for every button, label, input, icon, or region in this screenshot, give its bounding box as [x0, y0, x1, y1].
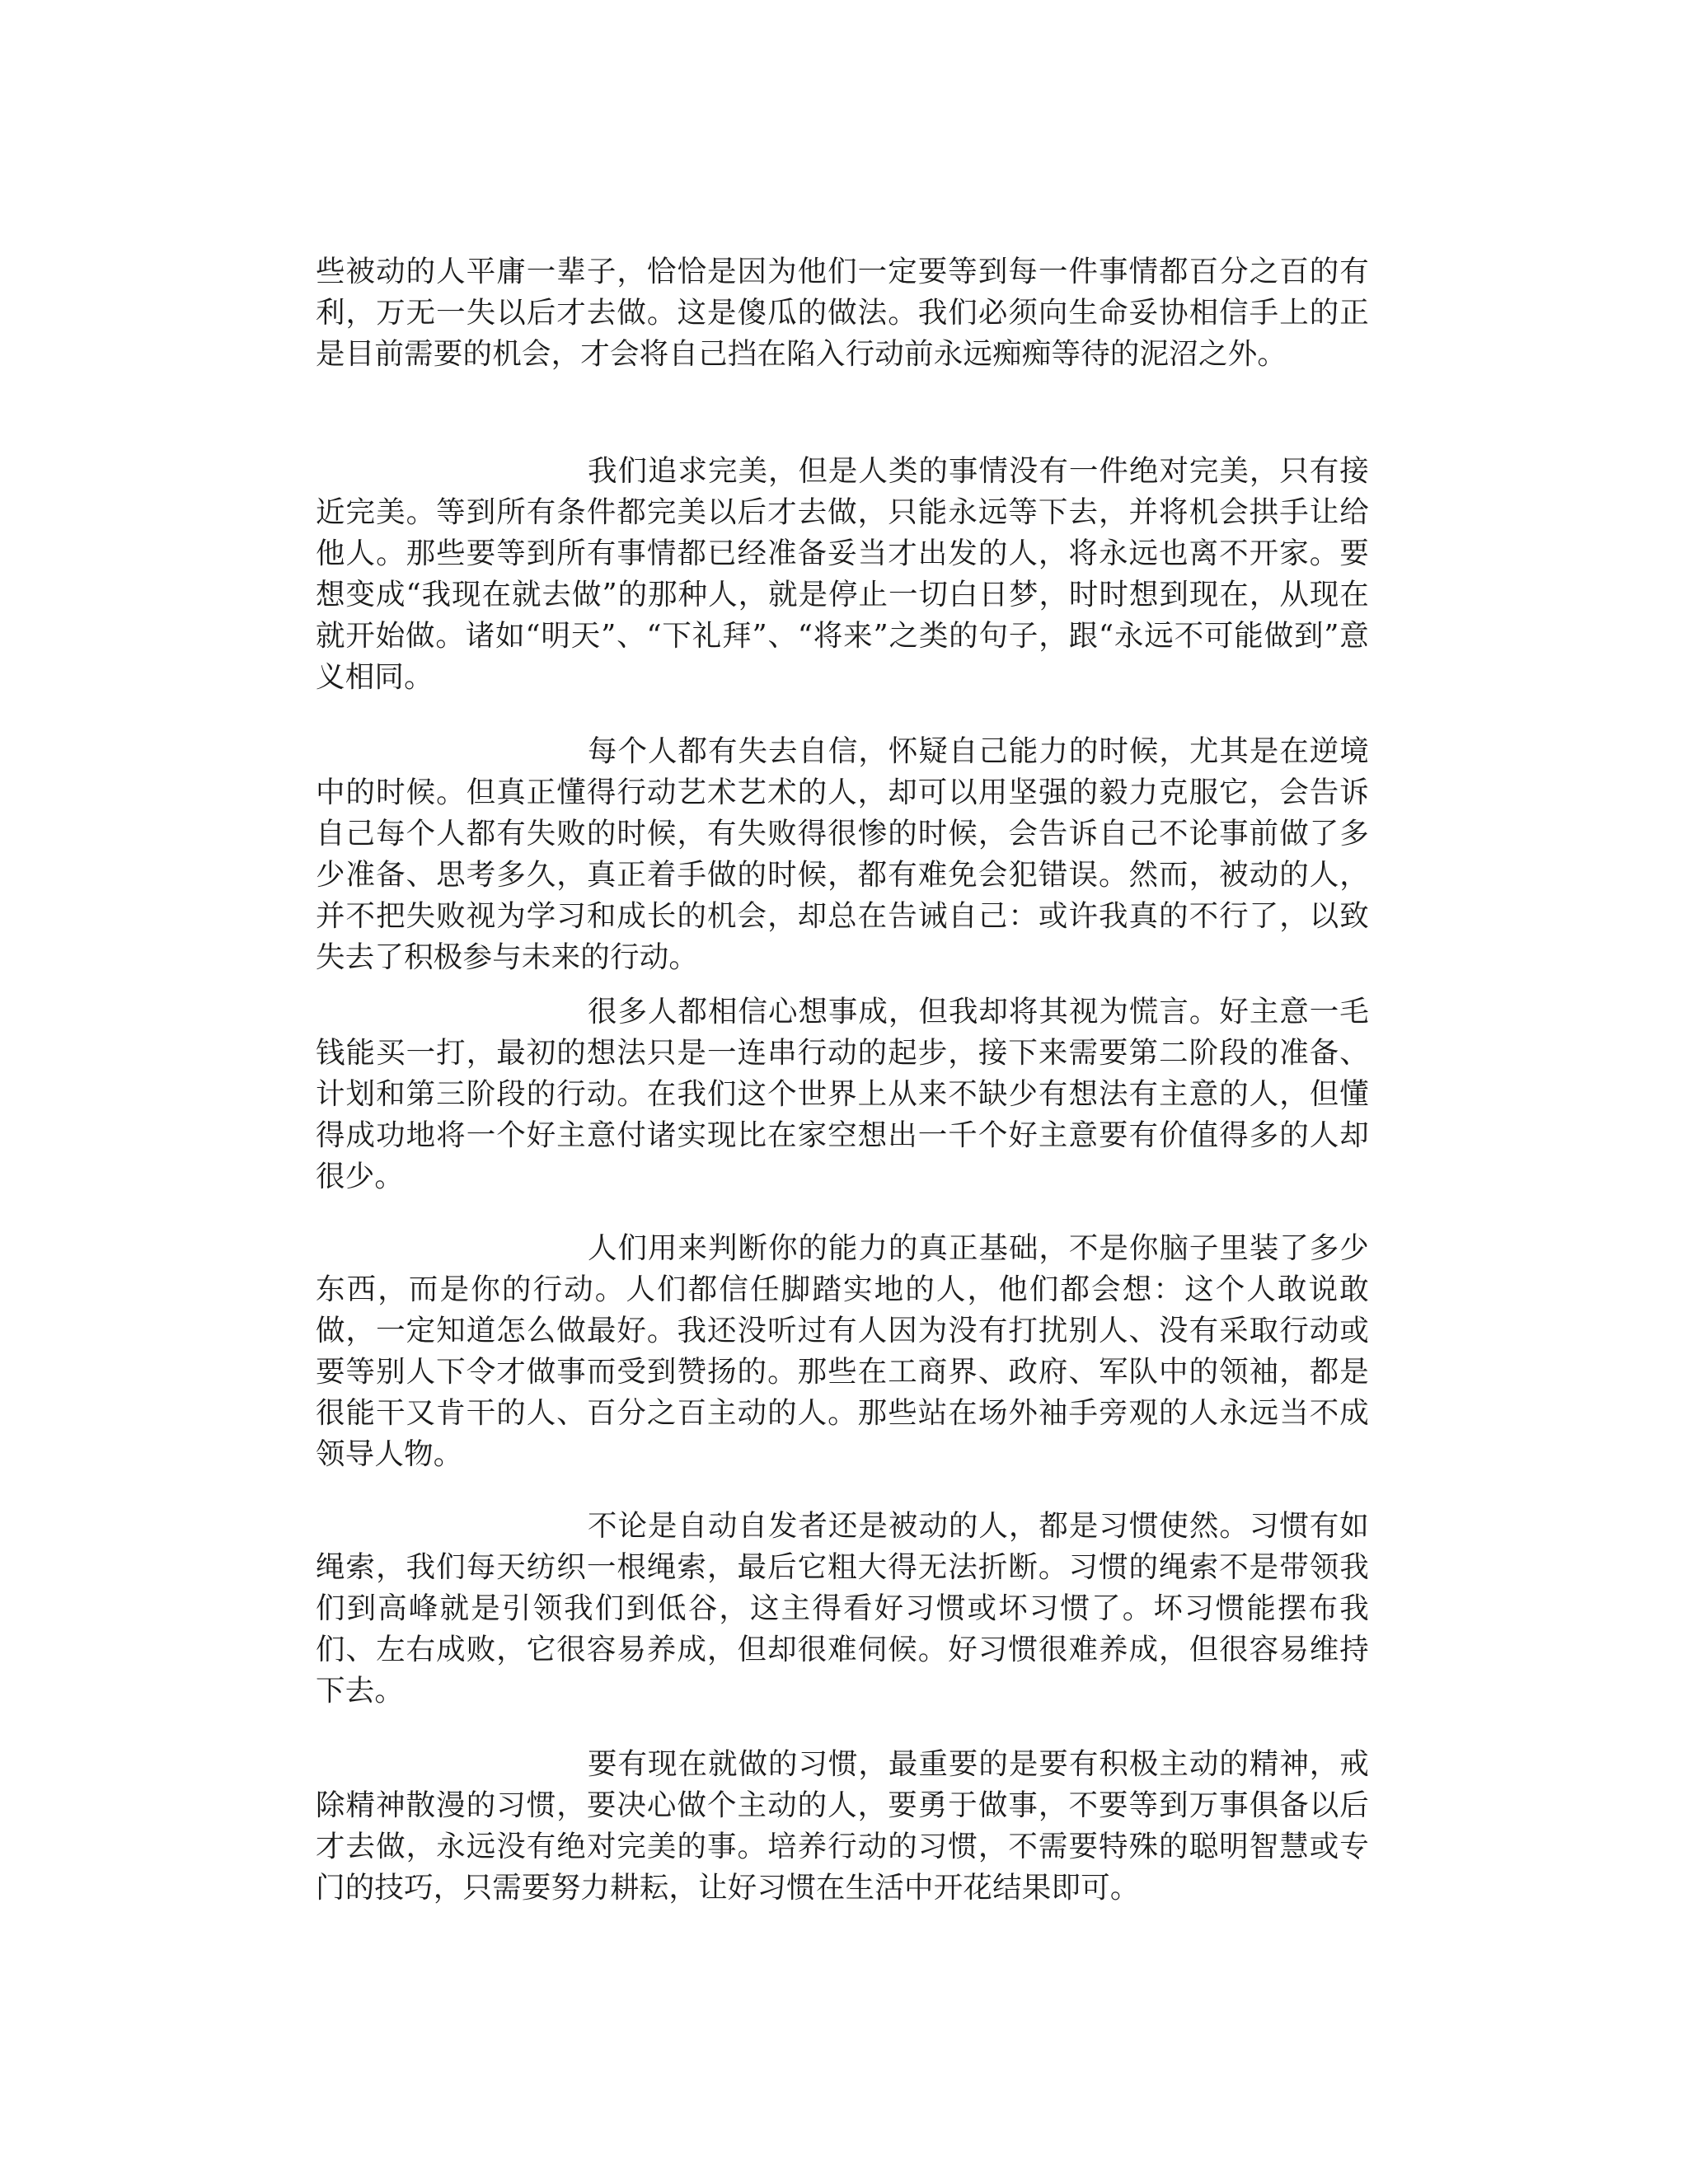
paragraph-ideas: 很多人都相信心想事成，但我却将其视为慌言。好主意一毛钱能买一打，最初的想法只是一连串行动的起步，接下来需要第二阶段的准备、计划和第三阶段的行动。在我们这个世界上从来不缺少有想法有主意的人，但懂得成功地将一个好主意付诸实现比在家空想出一千个好主意要有价值得多的人却很少。	[316, 995, 1369, 1193]
paragraph-action-basis: 人们用来判断你的能力的真正基础，不是你脑子里装了多少东西，而是你的行动。人们都信任脚踏实地的人，他们都会想：这个人敢说敢做，一定知道怎么做最好。我还没听过有人因为没有打扰别人、没有采取行动或要等别人下令才做事而受到赞扬的。那些在工商界、政府、军队中的领袖，都是很能干又肯干的人、百分之百主动的人。那些站在场外袖手旁观的人永远当不成领导人物。	[316, 1231, 1369, 1471]
paragraph-perfection: 我们追求完美，但是人类的事情没有一件绝对完美，只有接近完美。等到所有条件都完美以后才去做，只能永远等下去，并将机会拱手让给他人。那些要等到所有事情都已经准备妥当才出发的人，将永远也离不开家。要想变成“我现在就去做”的那种人，就是停止一切白日梦，时时想到现在，从现在就开始做。诸如“明天”、“下礼拜”、“将来”之类的句子，跟“永远不可能做到”意义相同。	[316, 454, 1369, 694]
paragraph-habits: 不论是自动自发者还是被动的人，都是习惯使然。习惯有如绳索，我们每天纺织一根绳索，最后它粗大得无法折断。习惯的绳索不是带领我们到高峰就是引领我们到低谷，这主得看好习惯或坏习惯了。坏习惯能摆布我们、左右成败，它很容易养成，但却很难伺候。好习惯很难养成，但很容易维持下去。	[316, 1509, 1369, 1708]
paragraph-do-it-now: 要有现在就做的习惯，最重要的是要有积极主动的精神，戒除精神散漫的习惯，要决心做个主动的人，要勇于做事，不要等到万事俱备以后才去做，永远没有绝对完美的事。培养行动的习惯，不需要特殊的聪明智慧或专门的技巧，只需要努力耕耘，让好习惯在生活中开花结果即可。	[316, 1747, 1369, 1905]
paragraph-continuation: 些被动的人平庸一辈子，恰恰是因为他们一定要等到每一件事情都百分之百的有利，万无一失以后才去做。这是傻瓜的做法。我们必须向生命妥协相信手上的正是目前需要的机会，才会将自己挡在陷入行动前永远痴痴等待的泥沼之外。	[316, 255, 1369, 371]
paragraph-self-confidence: 每个人都有失去自信，怀疑自己能力的时候，尤其是在逆境中的时候。但真正懂得行动艺术艺术的人，却可以用坚强的毅力克服它，会告诉自己每个人都有失败的时候，有失败得很惨的时候，会告诉自己不论事前做了多少准备、思考多久，真正着手做的时候，都有难免会犯错误。然而，被动的人，并不把失败视为学习和成长的机会，却总在告诫自己：或许我真的不行了，以致失去了积极参与未来的行动。	[316, 734, 1369, 974]
